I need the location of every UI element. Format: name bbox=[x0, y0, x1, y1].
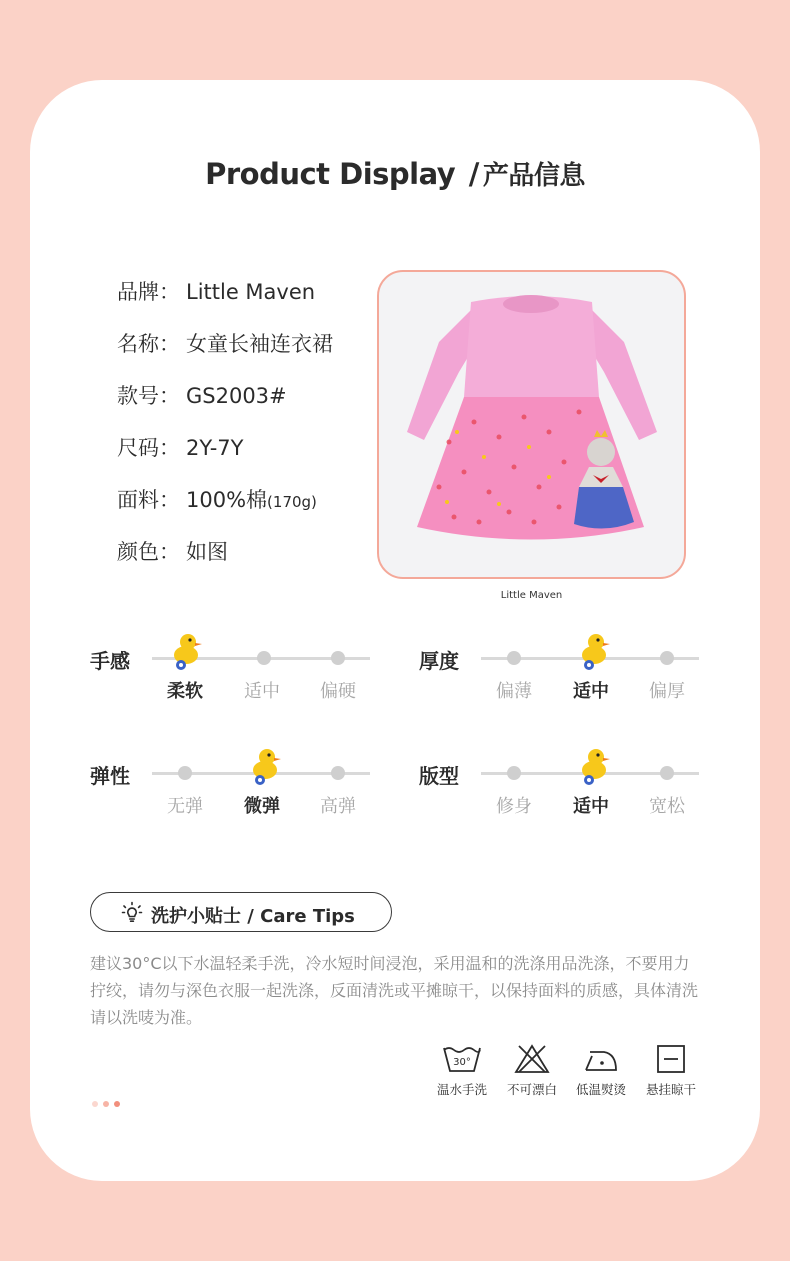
rating-dot bbox=[507, 651, 521, 665]
care-tips-text: 建议30°C以下水温轻柔手洗，冷水短时间浸泡，采用温和的洗涤用品洗涤，不要用力拧绞，请勿与深色衣服一起洗涤，反面清洗或平摊晾干，以保持面料的质感，具体清洗请以洗唛为准。 bbox=[90, 954, 699, 1027]
care-symbol-hand-wash bbox=[427, 1044, 497, 1098]
care-symbol-label: 低温熨烫 bbox=[575, 1082, 626, 1097]
photo-caption: Little Maven bbox=[500, 590, 563, 601]
spec-fabric bbox=[117, 484, 317, 514]
rating-dot bbox=[507, 766, 521, 780]
duck-icon bbox=[577, 631, 611, 671]
spec-value: GS2003# bbox=[186, 384, 287, 408]
dot bbox=[92, 1101, 98, 1107]
care-tips-title: 洗护小贴士 / Care Tips bbox=[151, 906, 355, 927]
care-tips-heading bbox=[90, 892, 392, 932]
rating-elasticity bbox=[90, 764, 390, 852]
rating-dot bbox=[331, 651, 345, 665]
spec-name bbox=[117, 328, 333, 358]
care-symbol-hang-dry bbox=[636, 1044, 706, 1098]
rating-option: 柔软 bbox=[167, 681, 203, 702]
dress-illustration bbox=[379, 272, 684, 577]
rating-dot bbox=[660, 651, 674, 665]
decorative-dots bbox=[92, 1092, 125, 1111]
rating-label: 弹性 bbox=[90, 764, 130, 788]
spec-key: 颜色： bbox=[117, 540, 180, 564]
rating-fit bbox=[419, 764, 719, 852]
rating-option: 偏薄 bbox=[496, 681, 532, 702]
product-photo bbox=[377, 270, 686, 579]
hang-dry-icon bbox=[656, 1044, 686, 1074]
rating-option: 适中 bbox=[244, 681, 280, 702]
rating-thickness bbox=[419, 649, 719, 737]
rating-option: 偏硬 bbox=[320, 681, 356, 702]
fabric-value: 100%棉 bbox=[186, 488, 268, 512]
care-symbol-iron bbox=[566, 1044, 636, 1098]
rating-dot bbox=[331, 766, 345, 780]
rating-option: 偏厚 bbox=[649, 681, 685, 702]
rating-option: 无弹 bbox=[167, 796, 203, 817]
rating-hand-feel bbox=[90, 649, 390, 737]
spec-color bbox=[117, 536, 228, 566]
rating-option: 高弹 bbox=[320, 796, 356, 817]
spec-value: Little Maven bbox=[186, 280, 316, 304]
care-symbol-no-bleach bbox=[497, 1044, 567, 1098]
low-iron-icon bbox=[582, 1044, 620, 1074]
rating-option: 适中 bbox=[573, 796, 609, 817]
rating-option: 修身 bbox=[496, 796, 532, 817]
spec-style-no bbox=[117, 380, 287, 410]
fabric-weight: (170g) bbox=[267, 493, 317, 511]
title-cn: 产品信息 bbox=[482, 161, 585, 191]
dot bbox=[114, 1101, 120, 1107]
rating-dot bbox=[660, 766, 674, 780]
no-bleach-icon bbox=[514, 1044, 550, 1074]
care-symbol-label: 悬挂晾干 bbox=[645, 1082, 696, 1097]
spec-value bbox=[186, 484, 317, 514]
lightbulb-icon bbox=[121, 901, 143, 923]
rating-dot bbox=[178, 766, 192, 780]
wash-temp: 30° bbox=[453, 1057, 471, 1068]
page-title bbox=[0, 155, 790, 192]
title-separator: / bbox=[468, 157, 479, 191]
duck-icon bbox=[248, 746, 282, 786]
care-symbol-label: 不可漂白 bbox=[506, 1082, 557, 1097]
spec-value: 2Y-7Y bbox=[186, 436, 244, 460]
spec-key: 面料： bbox=[117, 488, 180, 512]
rating-option: 微弹 bbox=[244, 796, 280, 817]
spec-key: 品牌： bbox=[117, 280, 180, 304]
rating-label: 手感 bbox=[90, 649, 130, 673]
spec-key: 尺码： bbox=[117, 436, 180, 460]
spec-value: 如图 bbox=[186, 540, 228, 564]
rating-label: 版型 bbox=[419, 764, 459, 788]
rating-dot bbox=[257, 651, 271, 665]
rating-option: 宽松 bbox=[649, 796, 685, 817]
duck-icon bbox=[169, 631, 203, 671]
title-en: Product Display bbox=[205, 157, 456, 191]
rating-label: 厚度 bbox=[419, 649, 459, 673]
spec-value: 女童长袖连衣裙 bbox=[186, 332, 333, 356]
care-symbol-label: 温水手洗 bbox=[436, 1082, 487, 1097]
spec-key: 名称： bbox=[117, 332, 180, 356]
spec-brand bbox=[117, 276, 315, 306]
duck-icon bbox=[577, 746, 611, 786]
spec-key: 款号： bbox=[117, 384, 180, 408]
dot bbox=[103, 1101, 109, 1107]
spec-size bbox=[117, 432, 243, 462]
hand-wash-30-icon bbox=[442, 1044, 482, 1074]
rating-option: 适中 bbox=[573, 681, 609, 702]
